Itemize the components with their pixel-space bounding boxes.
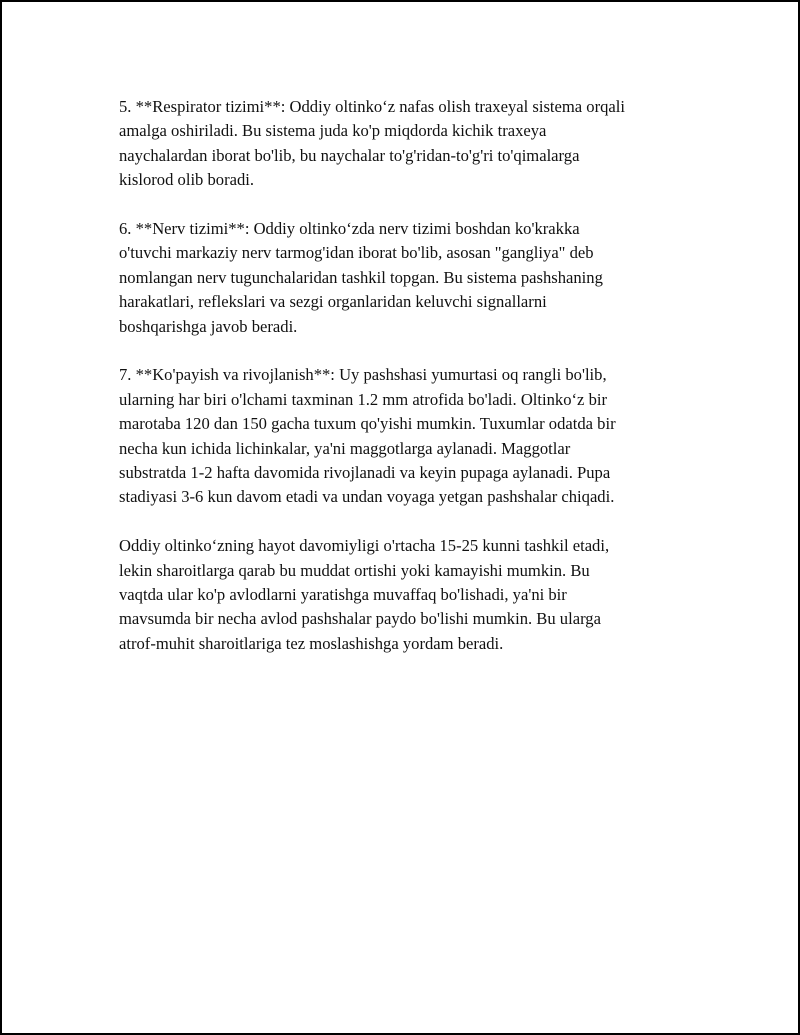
text-line: lekin sharoitlarga qarab bu muddat ortishi yoki kamayishi mumkin. Bu [119,560,590,580]
text-line: mavsumda bir necha avlod pashshalar paydo bo'lishi mumkin. Bu ularga [119,609,601,629]
text-line: nomlangan nerv tugunchalaridan tashkil topgan. Bu sistema pashshaning [119,267,603,287]
paragraph-nervous-system [119,217,699,339]
text-line: stadiyasi 3-6 kun davom etadi va undan voyaga yetgan pashshalar chiqadi. [119,487,615,507]
text-line: substratda 1-2 hafta davomida rivojlanadi va keyin pupaga aylanadi. Pupa [119,463,611,483]
text-line: atrof-muhit sharoitlariga tez moslashishga yordam beradi. [119,633,504,653]
text-line: 6. **Nerv tizimi**: Oddiy oltinko‘zda nerv tizimi boshdan ko'krakka [119,219,580,239]
text-line: o'tuvchi markaziy nerv tarmog'idan iborat bo'lib, asosan "gangliya" deb [119,243,594,263]
text-line: necha kun ichida lichinkalar, ya'ni maggotlarga aylanadi. Maggotlar [119,438,571,458]
text-line: marotaba 120 dan 150 gacha tuxum qo'yishi mumkin. Tuxumlar odatda bir [119,414,616,434]
text-line: boshqarishga javob beradi. [119,316,298,336]
text-line: kislorod olib boradi. [119,170,255,190]
paragraph-reproduction [119,363,699,509]
text-line: amalga oshiriladi. Bu sistema juda ko'p miqdorda kichik traxeya [119,121,547,141]
text-line: 5. **Respirator tizimi**: Oddiy oltinko‘z nafas olish traxeyal sistema orqali [119,97,626,116]
text-line: 7. **Ko'payish va rivojlanish**: Uy pashshasi yumurtasi oq rangli bo'lib, [119,365,607,385]
text-line: ularning har biri o'lchami taxminan 1.2 mm atrofida bo'ladi. Oltinko‘z bir [119,389,608,409]
text-line: naychalardan iborat bo'lib, bu naychalar to'g'ridan-to'g'ri to'qimalarga [119,145,580,165]
text-line: vaqtda ular ko'p avlodlarni yaratishga muvaffaq bo'lishadi, ya'ni bir [119,585,567,605]
document-body [119,95,699,681]
text-line: Oddiy oltinko‘zning hayot davomiyligi o'rtacha 15-25 kunni tashkil etadi, [119,536,610,556]
paragraph-lifespan [119,534,699,656]
paragraph-respiratory-system [119,95,699,193]
text-line: harakatlari, reflekslari va sezgi organlaridan keluvchi signallarni [119,292,547,312]
